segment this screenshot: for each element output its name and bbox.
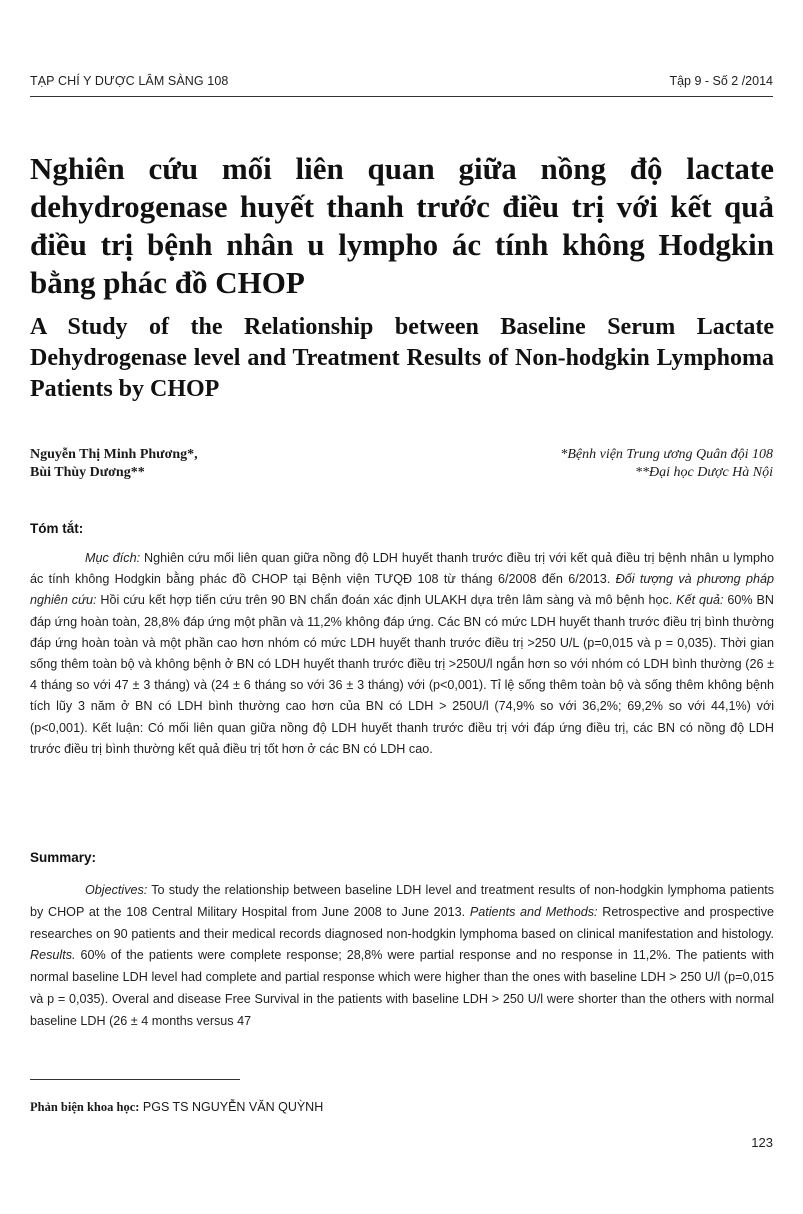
reviewer-footnote <box>30 1100 323 1115</box>
abstract-english <box>30 880 774 1033</box>
objective-text: Nghiên cứu mối liên quan giữa nồng độ LDH huyết thanh trước điều trị với kết quả điều trị bệnh nhân u lympho ác tính không Hodgkin bằng phác đồ CHOP tại Bệnh viện TƯQĐ 108 từ tháng 6/2008 đến 6/2013. <box>30 551 775 587</box>
footnote-divider <box>30 1079 240 1080</box>
title-english: A Study of the Relationship between Baseline Serum Lactate Dehydrogenase level and Treatment Results of Non-hodgkin Lymphoma Patients by CHOP <box>30 314 774 402</box>
reviewer-label: Phản biện khoa học: <box>30 1100 140 1114</box>
results-label: Results. <box>30 948 76 963</box>
objectives-text: To study the relationship between baseline LDH level and treatment results of non-hodgkin lymphoma patients by CHOP at the 108 Central Military Hospital from June 2008 to June 2013. <box>30 883 774 919</box>
results-text: 60% of the patients were complete response; 28,8% were partial response and no response in 11,2%. The patients with normal baseline LDH level had complete and partial response which were higher than the ones with baseline LDH > 250 U/l (p=0,015 và p = 0,035). Overal and disease Free Survival in the patients with baseline LDH > 250 U/l were shorter than the others with normal baseline LDH (26 ± 4 months versus 47 <box>30 948 774 1028</box>
methods-label: Đối tượng và phương pháp nghiên cứu: <box>30 572 774 608</box>
methods-text: Retrospective and prospective researches on 90 patients and their medical records diagnosed non-hodgkin lymphoma based on clinical manifestation and histology. <box>30 904 775 941</box>
page-number: 123 <box>751 1135 773 1150</box>
issue-info: Tập 9 - Số 2 /2014 <box>669 74 773 88</box>
journal-name: TẠP CHÍ Y DƯỢC LÂM SÀNG 108 <box>30 74 229 88</box>
author-list <box>30 446 198 482</box>
running-header <box>30 74 773 94</box>
header-divider <box>30 96 773 97</box>
abstract-en-heading: Summary: <box>30 850 97 865</box>
affiliation: *Bệnh viện Trung ương Quân đội 108 <box>560 447 773 462</box>
abstract-vi-heading: Tóm tắt: <box>30 521 84 536</box>
affiliation: **Đại học Dược Hà Nội <box>635 465 773 480</box>
results-text: 60% BN đáp ứng hoàn toàn, 28,8% đáp ứng một phần và 11,2% không đáp ứng. Các BN có mức LDH huyết thanh trước điều trị bình thường đáp ứng hoàn toàn và một phần cao hơn nhóm có mức LDH huyết thanh trước điều trị >250 U/L (p=0,015 và p = 0,035). Thời gian sống thêm toàn bộ và không bệnh ở BN có LDH huyết thanh trước điều trị >250U/l ngắn hơn so với nhóm có LDH bình thường (26 ± 4 tháng so với 47 ± 3 tháng) và (24 ± 6 tháng so với 36 ± 3 tháng) với (p<0,001). Tỉ lệ sống thêm toàn bộ và sống thêm không bệnh tích lũy 3 năm ở BN có LDH bình thường cao hơn của BN có LDH > 250U/l (74,9% so với 36,2%; 69,2% so với 44,1%) với (p<0,001). Kết luận: Có mối liên quan giữa nồng độ LDH huyết thanh trước điều trị với đáp ứng điều trị, các BN có nồng độ LDH trước điều trị bình thường kết quả điều trị tốt hơn ở các BN có LDH cao. <box>30 593 774 756</box>
objectives-label: Objectives: <box>85 883 148 897</box>
methods-text: Hồi cứu kết hợp tiến cứu trên 90 BN chẩn đoán xác định ULAKH dựa trên lâm sàng và mô bệnh học. <box>96 593 677 608</box>
objective-label: Mục đích: <box>85 551 141 565</box>
reviewer-name: PGS TS NGUYỄN VĂN QUỲNH <box>139 1100 324 1114</box>
results-label: Kết quả: <box>676 593 724 608</box>
title-vietnamese: Nghiên cứu mối liên quan giữa nồng độ lactate dehydrogenase huyết thanh trước điều trị với kết quả điều trị bệnh nhân u lympho ác tính không Hodgkin bằng phác đồ CHOP <box>30 151 774 300</box>
affiliation-list <box>560 446 773 482</box>
abstract-vietnamese <box>30 548 774 760</box>
methods-label: Patients and Methods: <box>469 904 598 919</box>
author-name: Nguyễn Thị Minh Phương*, <box>30 447 198 462</box>
author-name: Bùi Thùy Dương** <box>30 465 145 480</box>
